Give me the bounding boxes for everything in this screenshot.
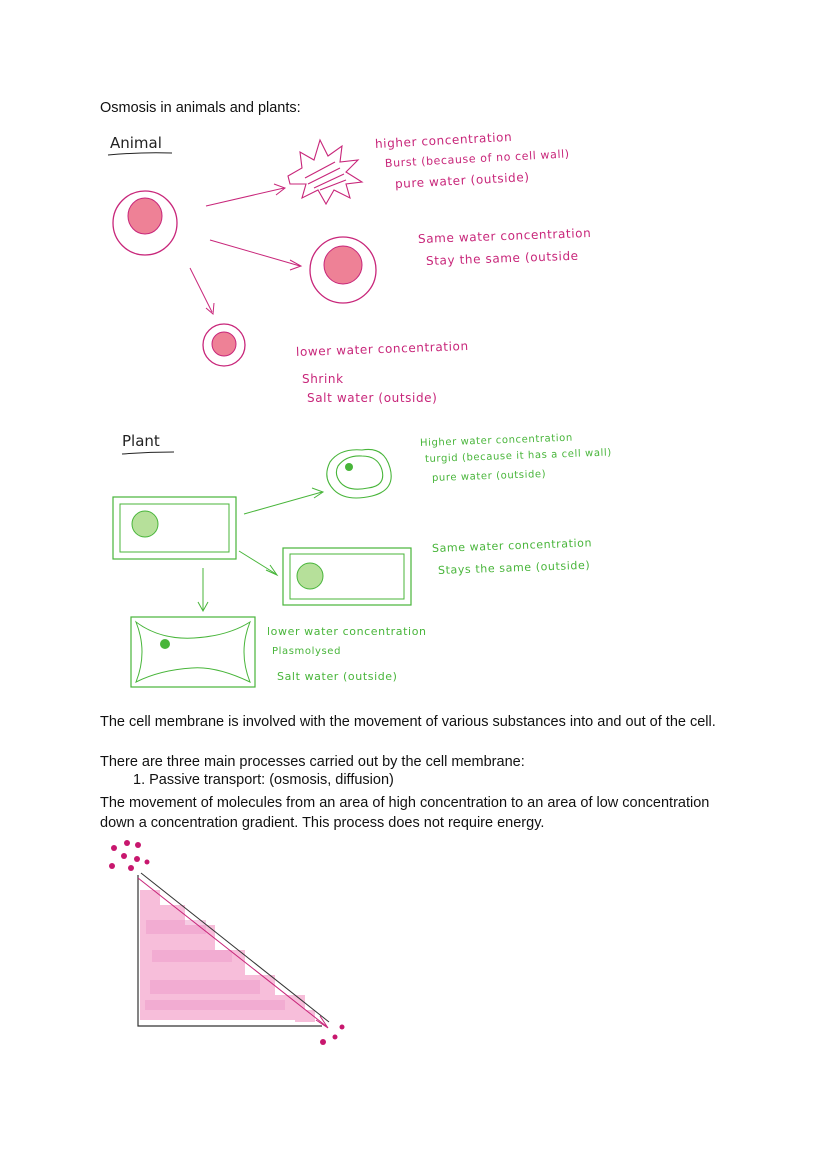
- plant-plasmolysed-note-3: Salt water (outside): [277, 670, 398, 683]
- list-item-passive-transport: 1. Passive transport: (osmosis, diffusion): [133, 772, 394, 788]
- animal-shrink-note-3: Salt water (outside): [307, 391, 438, 405]
- animal-same-note-2: Stay the same (outside: [425, 248, 579, 268]
- animal-shrink-note-2: Shrink: [302, 372, 344, 386]
- animal-shrink-note-1: lower water concentration: [295, 338, 469, 359]
- turgid-cell-drawing: [327, 449, 391, 498]
- plant-plasmolysed-note-1: lower water concentration: [267, 625, 427, 638]
- plant-turgid-note-3: pure water (outside): [431, 469, 547, 484]
- plant-turgid-note-2: turgid (because it has a cell wall): [424, 447, 613, 465]
- paragraph-cell-membrane: The cell membrane is involved with the movement of various substances into and out of the cell.: [100, 714, 716, 730]
- paragraph-passive-transport-definition: The movement of molecules from an area of high concentration to an area of low concentration down a concentration gradient. This process does not require energy.: [100, 795, 710, 831]
- page-heading: Osmosis in animals and plants:: [100, 100, 301, 116]
- plant-turgid-note-1: Higher water concentration: [419, 432, 574, 449]
- paragraph-three-processes: There are three main processes carried out by the cell membrane:: [100, 754, 525, 770]
- plant-same-note-2: Stays the same (outside): [437, 558, 591, 577]
- animal-burst-note-1: higher concentration: [374, 129, 513, 151]
- animal-label: Animal: [110, 134, 162, 152]
- plant-plasmolysed-note-2: Plasmolysed: [272, 646, 342, 657]
- plant-same-note-1: Same water concentration: [431, 536, 593, 555]
- animal-same-note-1: Same water concentration: [417, 225, 592, 246]
- animal-burst-note-3: pure water (outside): [394, 169, 530, 191]
- burst-cell-drawing: [288, 140, 362, 204]
- concentration-gradient-drawing: [109, 840, 345, 1045]
- plant-label: Plant: [122, 432, 160, 450]
- animal-burst-note-2: Burst (because of no cell wall): [384, 147, 570, 170]
